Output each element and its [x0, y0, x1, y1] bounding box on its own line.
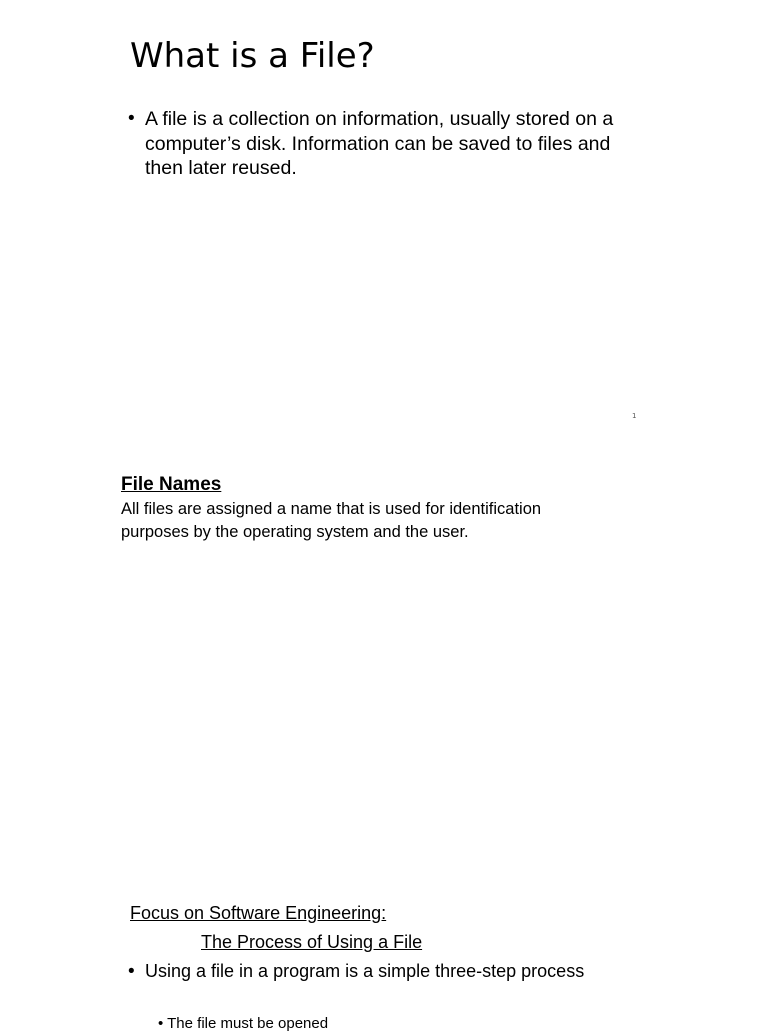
notes-heading: File Names — [121, 474, 222, 495]
bullet-text: A file is a collection on information, usually stored on a computer’s disk. Information can be saved to files and then later reused. — [145, 108, 614, 179]
page-number: 1 — [632, 412, 637, 420]
next-slide-heading-line1: Focus on Software Engineering: — [130, 903, 387, 923]
notes-body: All files are assigned a name that is used for identification purposes by the operating system and the user. — [121, 500, 542, 541]
bullet-marker: • — [128, 961, 135, 982]
slide-bullet — [128, 107, 648, 181]
next-slide-sub-bullet: • The file must be opened — [158, 1015, 329, 1032]
next-slide-bullet — [128, 960, 648, 983]
slide-title: What is a File? — [130, 36, 375, 76]
bullet-text: Using a file in a program is a simple three-step process — [145, 961, 585, 981]
bullet-marker: • — [128, 108, 135, 129]
next-slide-heading-line2: The Process of Using a File — [201, 932, 423, 952]
